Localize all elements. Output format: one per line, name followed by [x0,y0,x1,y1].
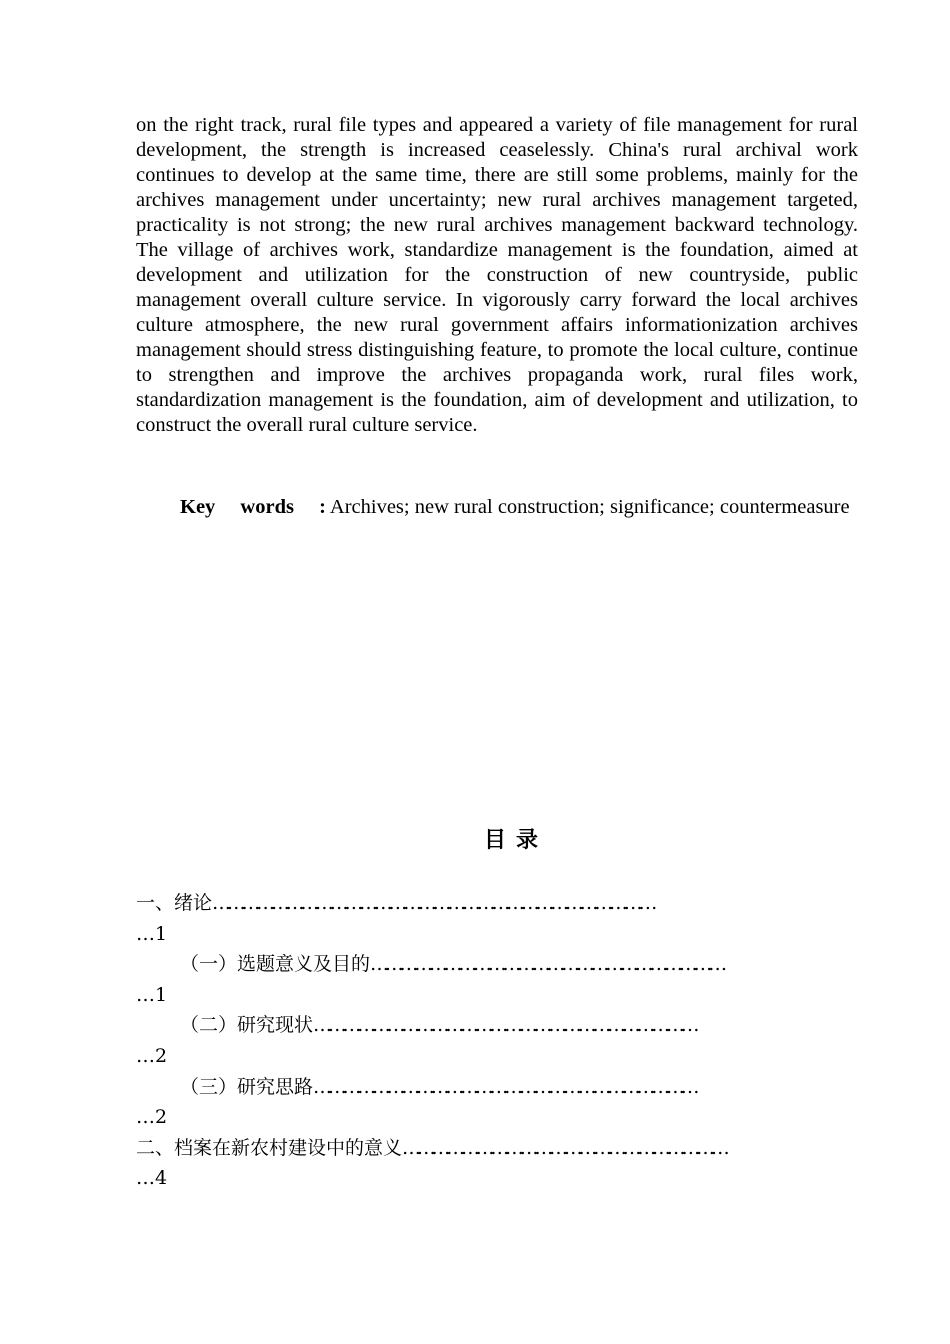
toc-page-line [136,1102,858,1133]
keywords-label: Key words : [180,496,326,518]
toc-page-number: …1 [136,922,168,945]
toc-title: 目录 [483,828,548,853]
toc-page-number: …2 [136,1044,168,1067]
toc-page-number: …4 [136,1167,168,1190]
toc-leader-dots: ………………………………………………………… [402,1136,726,1159]
keywords-paragraph [136,492,858,523]
toc-page-line [136,1163,858,1194]
toc-page-number: …2 [136,1106,168,1129]
toc-entry-introduction[interactable] [136,888,858,949]
toc-entry-label: （三）研究思路 [180,1075,314,1098]
toc-page-number: …1 [136,983,168,1006]
keywords-text: Archives; new rural construction; significance; countermeasure [325,496,850,518]
toc-leader-dots: ……………………………………………………………………………… [212,892,654,914]
toc-leader-dots: ……………………………………………………………… [370,953,723,976]
toc-entry-archives-significance[interactable] [136,1133,858,1164]
toc-entry-label: 二、档案在新农村建设中的意义 [136,1136,403,1159]
toc-page-line [136,980,858,1011]
toc-entry-label: 一、绪论 [136,892,213,914]
toc-entry-label: （一）选题意义及目的 [180,953,371,976]
abstract-paragraph: on the right track, rural file types and appeared a variety of file management for rural development, the strength is increased ceaselessly. China's rural archival work continues to develop at the same time, there are still some problems, mainly for the archives management under uncertainty; new rural archives management targeted, practicality is not strong; the new rural archives management backward technology. The village of archives work, standardize management is the foundation, aimed at development and utilization for the construction of new countryside, public management overall culture service. In vigorously carry forward the local archives culture atmosphere, the new rural government affairs informationization archives management should stress distinguishing feature, to promote the local culture, continue to strengthen and improve the archives propaganda work, rural files work, standardization management is the foundation, aim of development and utilization, to construct the overall rural culture service. [136,114,858,436]
toc-leader-dots: …………………………………………………………………… [313,1075,696,1098]
toc-entry-label: （二）研究现状 [180,1014,314,1037]
toc-entry-research-status[interactable] [136,1010,858,1041]
toc-entry-topic-significance[interactable] [136,949,858,980]
toc-page-line [136,1041,858,1072]
toc-leader-dots: …………………………………………………………………… [313,1014,696,1037]
toc-entry-research-approach[interactable] [136,1072,858,1103]
table-of-contents [136,888,858,1194]
